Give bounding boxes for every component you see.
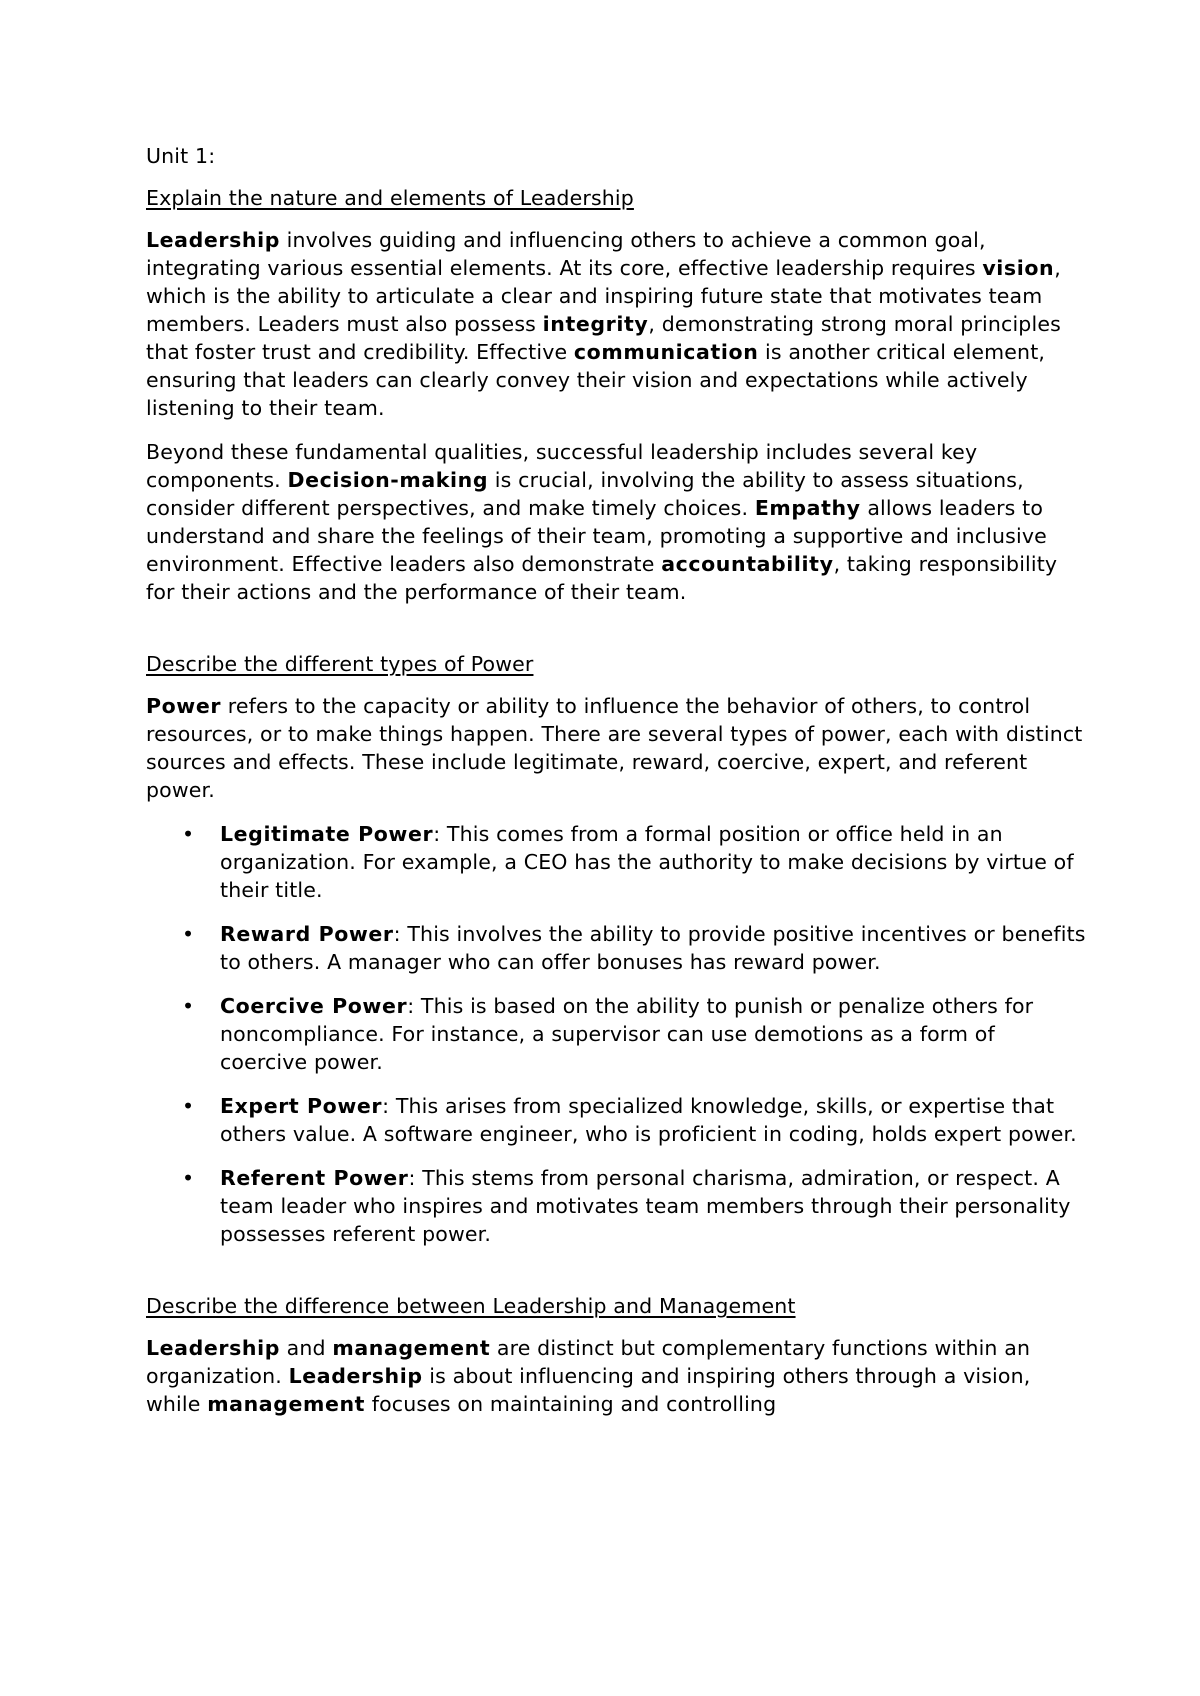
list-item-reward-power: • Reward Power: This involves the ability to provide positive incentives or benefits to others. A manager who can offer bonuses has reward power. bbox=[182, 922, 1086, 974]
unit-title: Unit 1: bbox=[146, 144, 216, 168]
section-heading-types-of-power: Describe the different types of Power bbox=[146, 652, 534, 676]
bullet-icon: • bbox=[182, 1166, 195, 1190]
leadership-paragraph-1: Leadership involves guiding and influencing others to achieve a common goal, integrating various essential elements. At its core, effective leadership requires vision, which is the ability to articulate a clear and inspiring future state that motivates team members. Leaders must also possess integrity, demonstrating strong moral principles that foster trust and credibility. Effective communication is another critical element, ensuring that leaders can clearly convey their vision and expectations while actively listening to their team. bbox=[146, 228, 1061, 420]
section-heading-leadership-vs-management: Describe the difference between Leadership and Management bbox=[146, 1294, 796, 1318]
list-item-coercive-power: • Coercive Power: This is based on the ability to punish or penalize others for noncompliance. For instance, a supervisor can use demotions as a form of coercive power. bbox=[182, 994, 1034, 1074]
leadership-management-paragraph: Leadership and management are distinct but complementary functions within an organization. Leadership is about influencing and inspiring others through a vision, while management focuses on maintaining and controlling bbox=[146, 1336, 1031, 1416]
term-management: management bbox=[332, 1336, 491, 1360]
power-intro-paragraph: Power refers to the capacity or ability to influence the behavior of others, to control resources, or to make things happen. There are several types of power, each with distinct sources and effects. These include legitimate, reward, coercive, expert, and referent power. bbox=[146, 694, 1083, 802]
term-leadership: Leadership bbox=[288, 1364, 423, 1388]
list-item-expert-power: • Expert Power: This arises from specialized knowledge, skills, or expertise that others value. A software engineer, who is proficient in coding, holds expert power. bbox=[182, 1094, 1077, 1146]
term-referent-power: Referent Power bbox=[220, 1166, 409, 1190]
leadership-paragraph-2: Beyond these fundamental qualities, successful leadership includes several key components. Decision-making is crucial, involving the ability to assess situations, consider different perspectives, and make timely choices. Empathy allows leaders to understand and share the feelings of their team, promoting a supportive and inclusive environment. Effective leaders also demonstrate accountability, taking responsibility for their actions and the performance of their team. bbox=[146, 440, 1058, 604]
term-reward-power: Reward Power bbox=[220, 922, 394, 946]
term-empathy: Empathy bbox=[754, 496, 861, 520]
document-page bbox=[146, 142, 1086, 1434]
bullet-icon: • bbox=[182, 822, 195, 846]
term-expert-power: Expert Power bbox=[220, 1094, 383, 1118]
term-leadership: Leadership bbox=[146, 1336, 280, 1360]
bullet-icon: • bbox=[182, 994, 195, 1018]
bullet-icon: • bbox=[182, 1094, 195, 1118]
list-item-referent-power: • Referent Power: This stems from personal charisma, admiration, or respect. A team leader who inspires and motivates team members through their personality possesses referent power. bbox=[182, 1166, 1071, 1246]
term-power: Power bbox=[146, 694, 222, 718]
term-decision-making: Decision-making bbox=[287, 468, 489, 492]
list-item-legitimate-power: • Legitimate Power: This comes from a formal position or office held in an organization. For example, a CEO has the authority to make decisions by virtue of their title. bbox=[182, 822, 1074, 902]
bullet-icon: • bbox=[182, 922, 195, 946]
term-management: management bbox=[207, 1392, 366, 1416]
power-types-list bbox=[146, 820, 1086, 1248]
section-heading-leadership-nature: Explain the nature and elements of Leadership bbox=[146, 186, 634, 210]
term-accountability: accountability bbox=[661, 552, 834, 576]
term-coercive-power: Coercive Power bbox=[220, 994, 408, 1018]
term-leadership: Leadership bbox=[146, 228, 280, 252]
term-integrity: integrity bbox=[542, 312, 649, 336]
term-legitimate-power: Legitimate Power bbox=[220, 822, 434, 846]
term-communication: communication bbox=[573, 340, 759, 364]
term-vision: vision bbox=[982, 256, 1055, 280]
